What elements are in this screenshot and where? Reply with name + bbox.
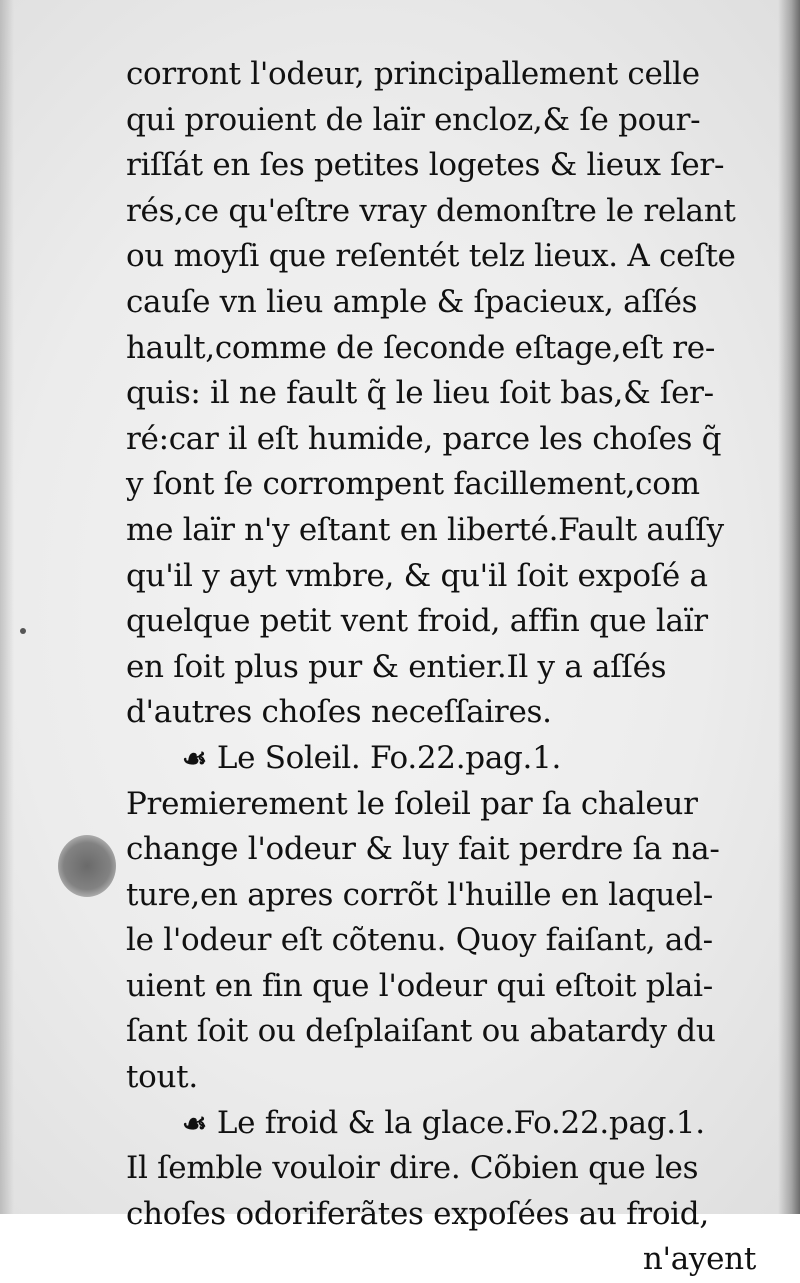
text-line: cauſe vn lieu ample & ſpacieux, aſſés: [126, 283, 698, 320]
section-heading-text: Le froid & la glace.Fo.22.pag.1.: [216, 1104, 705, 1141]
text-line: qui prouient de laïr encloz,& ſe pour-: [126, 101, 701, 138]
text-line: en ſoit plus pur & entier.Il y a aſſés: [126, 648, 667, 685]
text-line: tout.: [126, 1059, 198, 1096]
text-line: change l'odeur & luy fait perdre ſa na-: [126, 831, 720, 868]
ink-smudge: [58, 835, 116, 897]
text-line: me laïr n'y eſtant en liberté.Fault auſſy: [126, 511, 724, 548]
text-line: Il ſemble vouloir dire. Cõbien que les: [126, 1150, 699, 1187]
text-line: choſes odoriferãtes expoſées au froid,: [126, 1195, 709, 1232]
section-heading-froid: [126, 1101, 756, 1147]
page-text: [126, 52, 756, 1283]
text-line: ré:car il eſt humide, parce les choſes q̃: [126, 420, 722, 457]
text-line: quelque petit vent froid, affin que laïr: [126, 603, 708, 640]
catchword: n'ayent: [642, 1241, 756, 1278]
text-line: le l'odeur eſt cõtenu. Quoy faiſant, ad-: [126, 922, 713, 959]
ink-speck: [20, 628, 26, 634]
text-line: corront l'odeur, principallement celle: [126, 56, 700, 92]
text-line: qu'il y ayt vmbre, & qu'il ſoit expoſé a: [126, 557, 708, 594]
text-line: quis: il ne fault q̃ le lieu ſoit bas,& ſer-: [126, 375, 714, 412]
page-gutter-shadow: [0, 0, 14, 1214]
text-line: Premierement le ſoleil par ſa chaleur: [126, 785, 698, 822]
text-line: ſant ſoit ou deſplaiſant ou abatardy du: [126, 1013, 716, 1050]
text-line: hault,comme de ſeconde eſtage,eſt re-: [126, 329, 716, 366]
page-edge-shadow: [778, 0, 800, 1214]
fleuron-icon: ☙: [182, 1106, 207, 1140]
text-line: y ſont ſe corrompent facillement,com: [126, 466, 700, 503]
text-line: d'autres choſes neceſſaires.: [126, 694, 552, 731]
text-line: uient en fin que l'odeur qui eſtoit plai-: [126, 967, 713, 1004]
text-line: ou moyſi que reſentét telz lieux. A ceſte: [126, 238, 736, 275]
fleuron-icon: ☙: [182, 741, 207, 775]
text-line: rés,ce qu'eſtre vray demonſtre le relant: [126, 192, 736, 229]
section-heading-soleil: [126, 736, 756, 782]
section-heading-text: Le Soleil. Fo.22.pag.1.: [216, 739, 562, 776]
text-line: riſſát en ſes petites logetes & lieux ſer-: [126, 147, 725, 184]
text-line: ture,en apres corrõt l'huille en laquel-: [126, 876, 713, 913]
